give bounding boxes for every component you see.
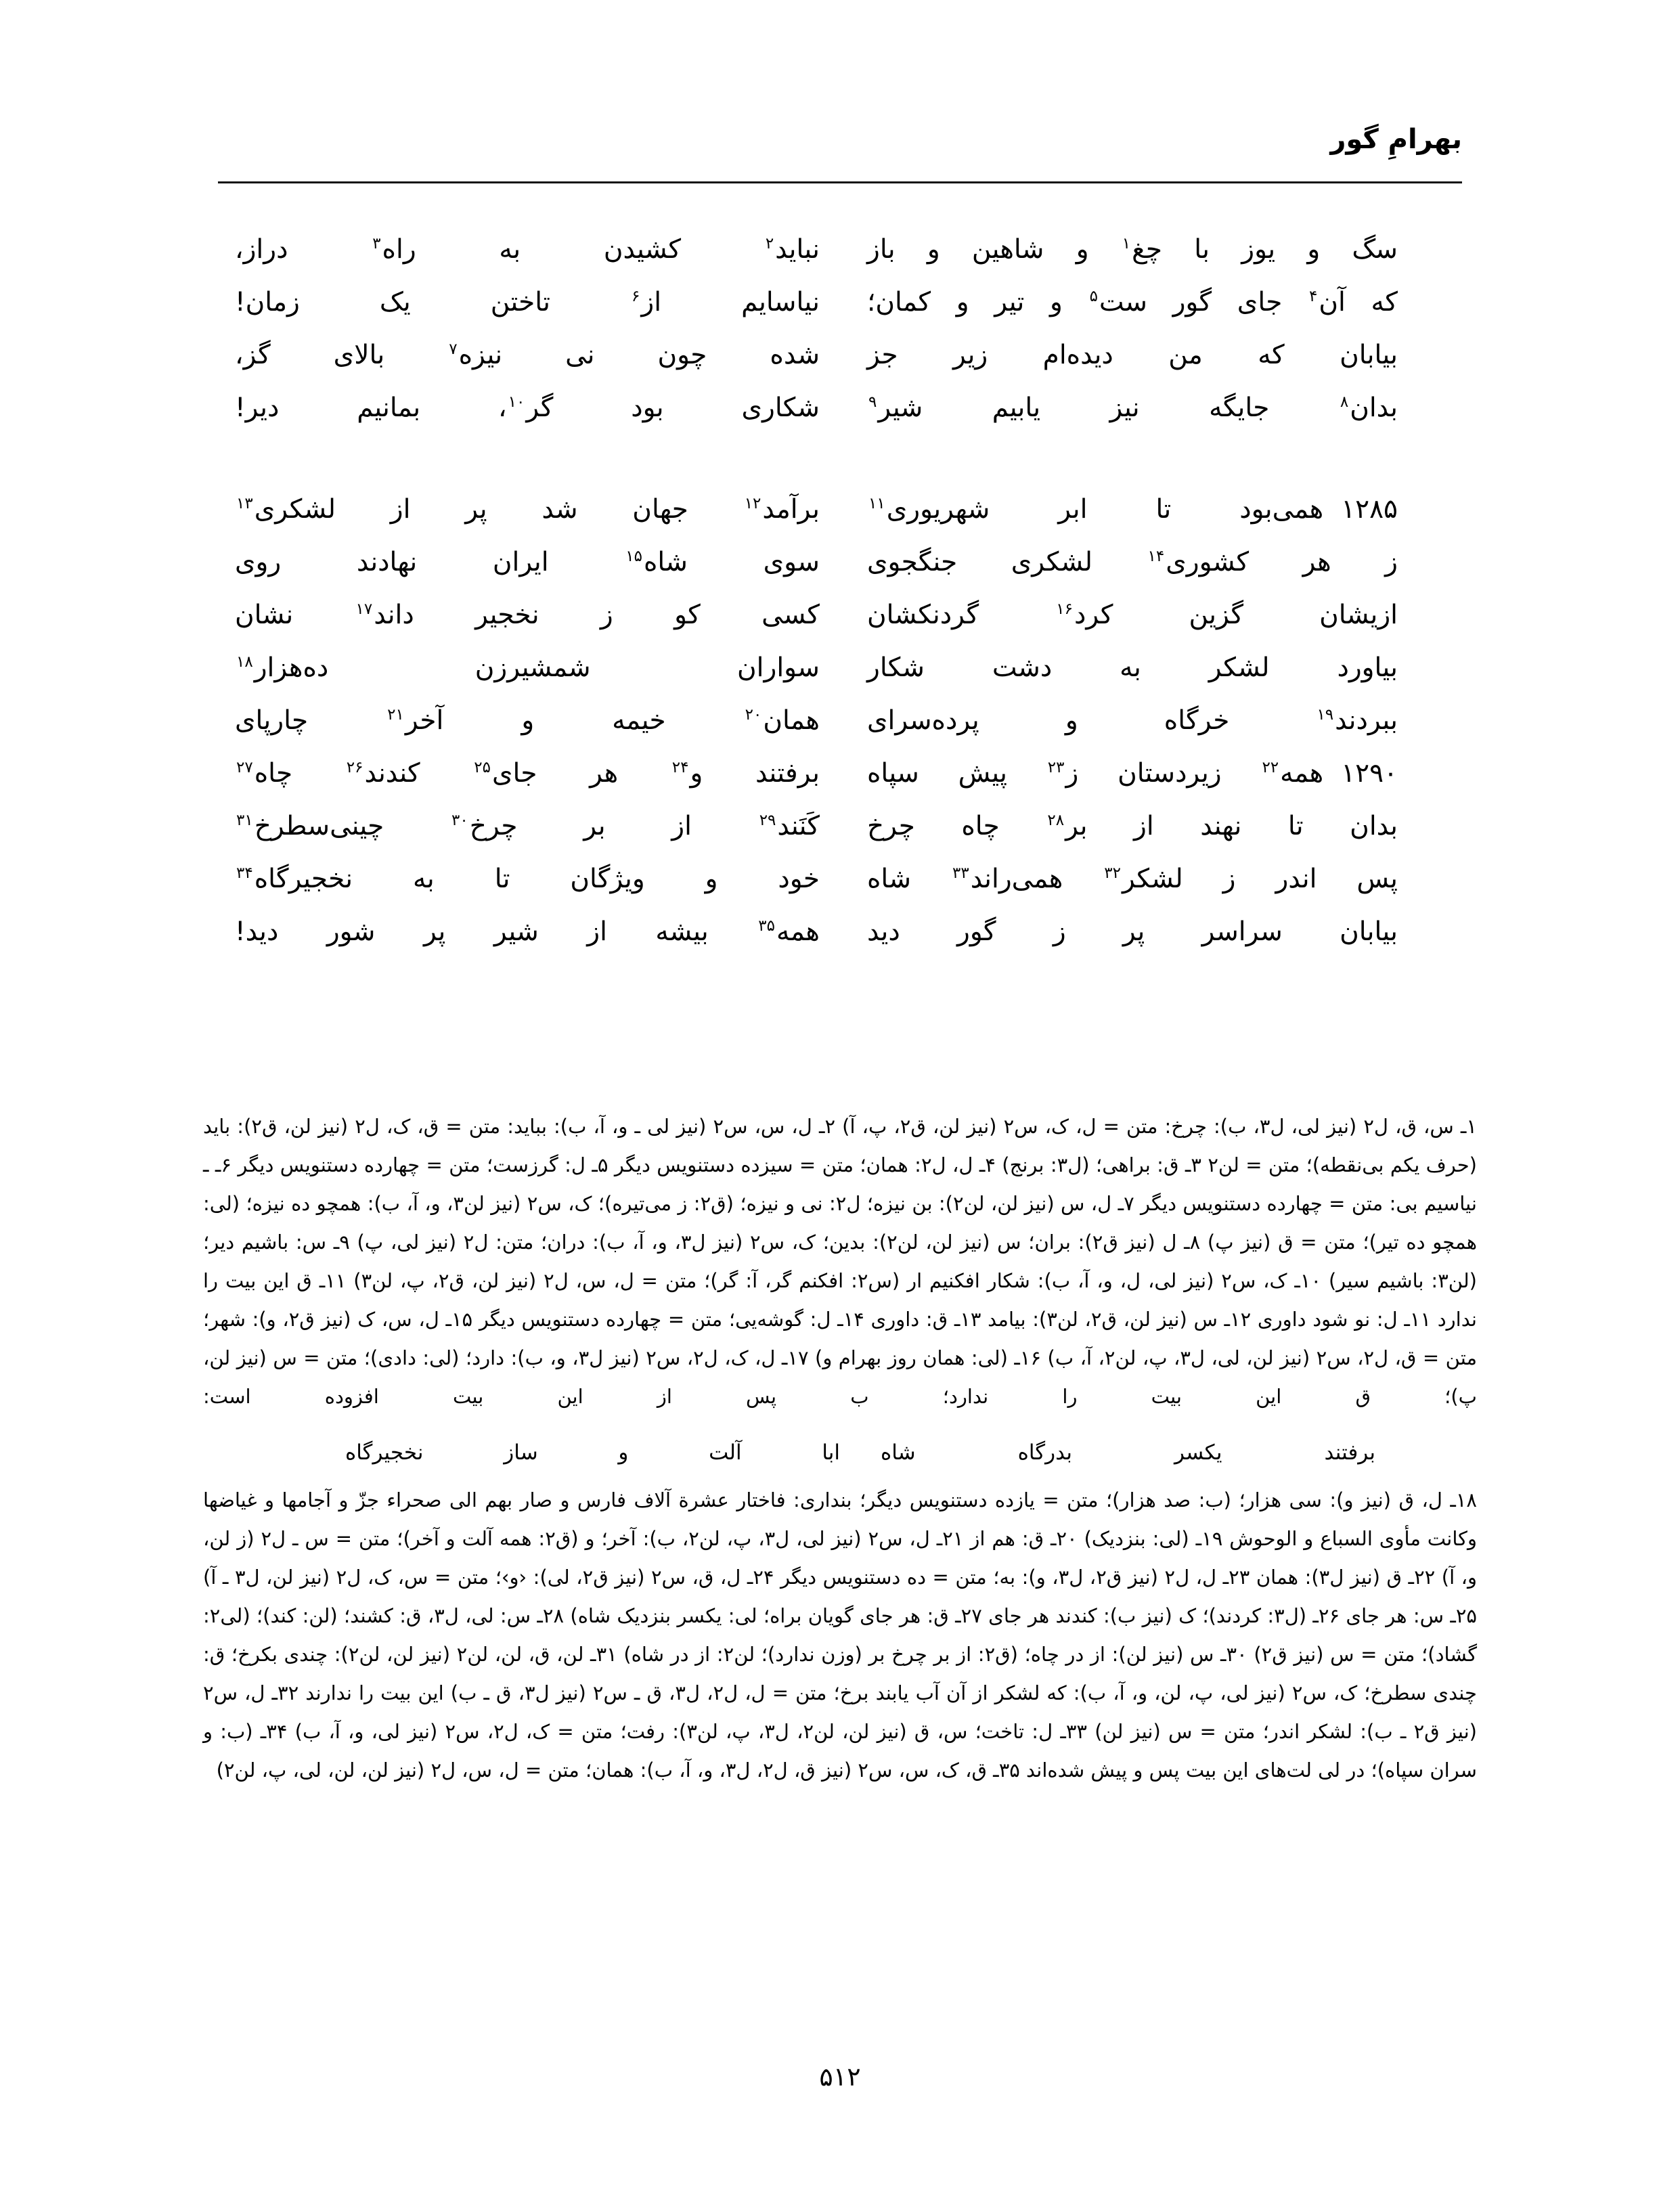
verse-line (218, 642, 1462, 694)
hemistich-left (218, 747, 840, 800)
hemistich-left (218, 694, 840, 747)
hemistich-text: خود و ویژگان تا به نخجیرگاه$^{۳۴}$ (236, 864, 820, 894)
page-header (218, 126, 1462, 206)
hemistich-left (218, 589, 840, 642)
hemistich-left (218, 906, 840, 958)
hemistich-text: بیاورد لشکر به دشت شکار (867, 653, 1398, 683)
hemistich-right (840, 747, 1462, 800)
hemistich-left (218, 276, 840, 329)
verse-line (218, 329, 1462, 382)
verse-number: ۱۲۸۵ (1341, 494, 1398, 525)
running-head-title: بهرامِ گور (1330, 124, 1462, 155)
folio-number: ۵۱۲ (819, 2062, 861, 2092)
verse-line (218, 747, 1462, 800)
hemistich-text: همان$^{۲۰}$ خیمه و آخر$^{۲۱}$ چارپای (235, 705, 820, 736)
hemistich-text: نیاسایم از$^۶$ تاختن یک زمان! (235, 287, 820, 317)
verse-line (218, 382, 1462, 435)
hemistich-left (218, 536, 840, 589)
hemistich-left (218, 800, 840, 853)
apparatus-inserted-verse (203, 1434, 1477, 1472)
hemistich-left (218, 329, 840, 382)
hemistich-right (840, 642, 1462, 694)
hemistich-text: سواران شمشیرزن ده‌هزار$^{۱۸}$ (236, 653, 820, 683)
verse-line (218, 536, 1462, 589)
hemistich-right (840, 589, 1462, 642)
hemistich-left (218, 382, 840, 435)
hemistich-text: که آن$^۴$ جای گور ست$^۵$ و تیر و کمان؛ (867, 287, 1398, 317)
verse-area (218, 223, 1462, 958)
hemistich-right (840, 694, 1462, 747)
hemistich-text: بیابان سراسر پر ز گور دید (867, 917, 1398, 947)
verse-line (218, 589, 1462, 642)
hemistich-right (840, 906, 1462, 958)
verse-number: ۱۲۹۰ (1341, 758, 1398, 789)
hemistich-text: سگ و یوز با چغ$^۱$ و شاهین و باز (867, 234, 1398, 265)
hemistich-text: نباید$^۲$ کشیدن به راه$^۳$ دراز، (235, 234, 820, 265)
hemistich-text: شکاری بود گر$^{۱۰}$، بمانیم دیر! (235, 393, 820, 423)
stanza (218, 223, 1462, 435)
hemistich-right (840, 536, 1462, 589)
verse-line (218, 483, 1462, 536)
hemistich-text: همه$^{۳۵}$ بیشه از شیر پر شور دید! (235, 917, 820, 947)
hemistich-left (218, 223, 840, 276)
stanza (218, 483, 1462, 958)
hemistich-right (840, 276, 1462, 329)
verse-line (218, 694, 1462, 747)
verse-line (218, 223, 1462, 276)
inserted-hemistich-left: ابا آلت و ساز نخجیرگاه (345, 1440, 840, 1465)
hemistich-text: ببردند$^{۱۹}$ خرگاه و پرده‌سرای (867, 705, 1398, 736)
hemistich-left (218, 483, 840, 536)
hemistich-text: برآمد$^{۱۲}$ جهان شد پر از لشکری$^{۱۳}$ (236, 494, 820, 525)
verse-line (218, 276, 1462, 329)
hemistich-right (840, 382, 1462, 435)
hemistich-text: بدان$^۸$ جایگه نیز یابیم شیر$^۹$ (868, 393, 1398, 423)
hemistich-right (840, 329, 1462, 382)
hemistich-text: بدان تا نهند از بر$^{۲۸}$ چاه چرخ (867, 811, 1398, 841)
hemistich-right (840, 483, 1462, 536)
hemistich-text: سوی شاه$^{۱۵}$ ایران نهادند روی (235, 547, 820, 577)
hemistich-text: ازیشان گزین کرد$^{۱۶}$ گردنکشان (867, 600, 1398, 630)
hemistich-right (840, 853, 1462, 906)
hemistich-right (840, 223, 1462, 276)
verse-line (218, 853, 1462, 906)
header-rule (218, 181, 1462, 183)
inserted-hemistich-right: برفتند یکسر بدرگاه شاه (881, 1440, 1375, 1465)
hemistich-text: همی‌بود تا ابر شهریوری$^{۱۱}$ (868, 494, 1324, 525)
apparatus-block-2: ۱۸ـ ل، ق (نیز و): سی هزار؛ (ب: صد هزار)؛ متن = یازده دستنویس دیگر؛ بنداری: فاختار عشرة آلاف فارس و صار بهم الی صحراء جزّ و آجامها و غیاضها وکانت مأوی السباع و الوحوش ۱۹ـ (لی: بنزدیک) ۲۰ـ ق: هم از ۲۱ـ ل، س۲ (نیز لی، ل۳، پ، لن۲، ب): آخر؛ و (ق۲: همه آلت و آخر)؛ متن = س ـ ل۲ (ز لن، و، آ) ۲۲ـ ق (نیز ل۳): همان ۲۳ـ ل، ل۲ (نیز ق۲، ل۳، و): به؛ متن = ده دستنویس دیگر ۲۴ـ ل، ق، س۲ (نیز ق۲، لی): ‹و›؛ متن = س، ک، ل۲ (نیز لن، ل۳ ـ آ) ۲۵ـ س: هر جای ۲۶ـ (ل۳: کردند)؛ ک (نیز ب): کندند هر جای ۲۷ـ ق: هر جای گویان براه؛ لی: یکسر بنزدیک شاه) ۲۸ـ س: لی، ل۳، ق: کشند؛ (لن: کند)؛ (لی۲: گشاد)؛ متن = س (نیز ق۲) ۳۰ـ س (نیز لن): از در چاه؛ (ق۲: از بر چرخ بر (وزن ندارد)؛ لن۲: از در شاه) ۳۱ـ لن، ق، لن، لن۲ (نیز لن، لن۲): چندی بکرخ؛ ق: چندی سطرخ؛ ک، س۲ (نیز لی، پ، لن، و، آ، ب): که لشکر از آن آب یابند برخ؛ متن = ل، ل۲، ل۳، ق ـ س۲ (نیز ل۳، ق ـ ب) این بیت را ندارند ۳۲ـ ل، س۲ (نیز ق۲ ـ ب): لشکر اندر؛ متن = س (نیز لن) ۳۳ـ ل: تاخت؛ س، ق (نیز لن، لن۲، ل۳، پ، لن۳): رفت؛ متن = ک، ل۲، س۲ (نیز لی، و، آ، ب) ۳۴ـ (ب: و سران سپاه)؛ در لی لت‌های این بیت پس و پیش شده‌اند ۳۵ـ ق، ک، س، س۲ (نیز ق، ل۲، ل۳، و، آ، ب): همان؛ متن = ل، س، ل۲ (نیز لن، لن، لی، پ، لن۲) (203, 1488, 1478, 1782)
hemistich-text: کسی کو ز نخجیر داند$^{۱۷}$ نشان (235, 600, 820, 630)
hemistich-right (840, 800, 1462, 853)
hemistich-text: پس اندر ز لشکر$^{۳۲}$ همی‌راند$^{۳۳}$ شاه (867, 864, 1398, 894)
verse-line (218, 800, 1462, 853)
verse-line (218, 906, 1462, 958)
hemistich-left (218, 642, 840, 694)
critical-apparatus (203, 1107, 1477, 1790)
hemistich-text: شده چون نی نیزه$^۷$ بالای گز، (235, 340, 820, 370)
hemistich-text: ز هر کشوری$^{۱۴}$ لشکری جنگجوی (867, 547, 1398, 577)
hemistich-text: بیابان که من دیده‌ام زیر جز (867, 340, 1398, 370)
hemistich-left (218, 853, 840, 906)
apparatus-block-1: ۱ـ س، ق، ل۲ (نیز لی، ل۳، ب): چرخ: متن = ل، ک، س۲ (نیز لن، ق۲، پ، آ) ۲ـ ل، س، س۲ (نیز لی ـ و، آ، ب): بباید: متن = ق، ک، ل۲ (نیز لن، ق۲): باید (حرف یکم بی‌نقطه)؛ متن = لن۲ ۳ـ ق: براهی؛ (ل۳: برنج) ۴ـ ل، ل۲: همان؛ متن = سیزده دستنویس دیگر ۵ـ ل: گرزست؛ متن = چهارده دستنویس دیگر ۶ـ ـ نیاسیم بی: متن = چهارده دستنویس دیگر ۷ـ ل، س (نیز لن، لن۲): بن نیزه؛ ل۲: نی و نیزه؛ (ق۲: ز می‌تیره)؛ ک، س۲ (نیز لن۳، و، آ، ب): همچو ده نیزه؛ (لی: همچو ده تیر)؛ متن = ق (نیز پ) ۸ـ ل (نیز ق۲): بران؛ س (نیز لن، لن۲): بدین؛ ک، س۲ (نیز ل۳، و، آ، ب): دران؛ متن: ل۲ (نیز لی، پ) ۹ـ س: باشیم دیر؛ (لن۳: باشیم سیر) ۱۰ـ ک، س۲ (نیز لی، ل، و، آ، ب): شکار افکنیم ار (س۲: افکنم گر، آ: گر)؛ متن = ل، س، ل۲ (نیز لن، ق۲، پ، لن۳) ۱۱ـ ق این بیت را ندارد ۱۱ـ ل: نو شود داوری ۱۲ـ س (نیز لن، ق۲، لن۳): بیامد ۱۳ـ ق: داوری ۱۴ـ ل: گوشه‌یی؛ متن = چهارده دستنویس دیگر ۱۵ـ ل، س، ک (نیز ق۲، و): شهر؛ متن = ق، ل۲، س۲ (نیز لن، لی، ل۳، پ، لن۲، آ، ب) ۱۶ـ (لی: همان روز بهرام و) ۱۷ـ ل، ک، ل۲، س۲ (نیز ل۳، و، ب): دارد؛ (لی: دادی)؛ متن = س (نیز لن، پ)؛ ق این بیت را ندارد؛ ب پس از این بیت افزوده است: (203, 1115, 1478, 1408)
hemistich-text: برفتند و$^{۲۴}$ هر جای$^{۲۵}$ کندند$^{۲۶}$ چاه$^{۲۷}$ (236, 758, 820, 789)
hemistich-text: کَنَند$^{۲۹}$ از بر چرخ$^{۳۰}$ چینی‌سطرخ$^{۳۱}$ (236, 811, 820, 841)
hemistich-text: همه$^{۲۲}$ زیردستان ز$^{۲۳}$ پیش سپاه (867, 758, 1324, 789)
